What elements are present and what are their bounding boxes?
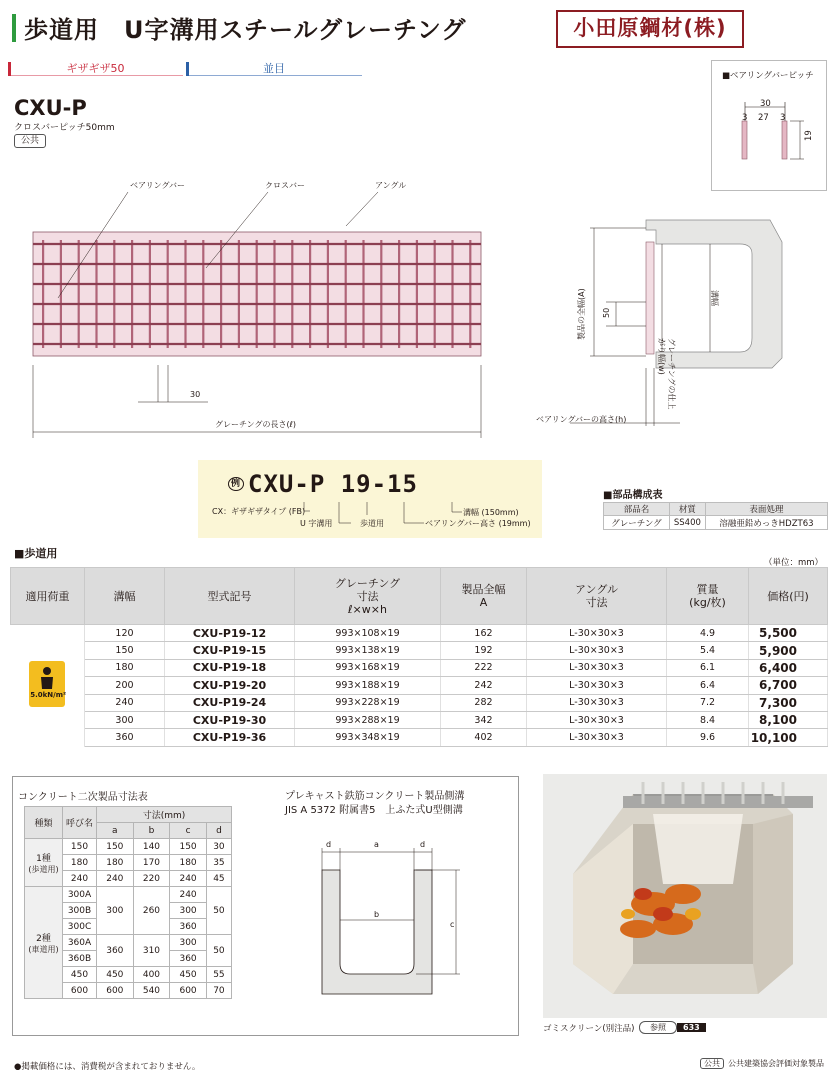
spec-cell: 10,100	[749, 729, 828, 746]
unit-label: （単位：mm）	[764, 558, 824, 568]
spec-row	[11, 625, 828, 642]
con-cell: 300	[170, 935, 207, 951]
spec-header: 適用荷重	[11, 568, 85, 625]
pitch-height: 19	[804, 130, 814, 141]
example-note-u: U 字溝用	[300, 519, 333, 528]
con-cell: 240	[170, 871, 207, 887]
spec-cell: 5,900	[749, 642, 828, 659]
spec-cell: CXU-P19-20	[165, 677, 295, 694]
cross-bar	[202, 240, 204, 348]
con-header-type: 種類	[25, 807, 63, 839]
example-mark: 例	[228, 477, 244, 491]
cross-bar	[309, 240, 311, 348]
spec-cell: 6,400	[749, 659, 828, 676]
spec-cell: 7,300	[749, 694, 828, 711]
public-tag: 公共	[14, 134, 46, 148]
con-cell: 300C	[63, 919, 97, 935]
con-header-dim: 寸法(mm)	[97, 807, 232, 823]
footer-note: ●掲載価格には、消費税が含まれておりません。	[14, 1062, 201, 1072]
spec-cell: 180	[85, 659, 165, 676]
cross-bar	[416, 240, 418, 348]
con-cell: 360	[170, 951, 207, 967]
spec-header: 質量 (kg/枚)	[667, 568, 749, 625]
spec-row	[11, 694, 828, 711]
spec-cell: 993×288×19	[295, 711, 441, 728]
cross-bar	[167, 240, 169, 348]
cross-bar	[362, 240, 364, 348]
parts-cell: SS400	[669, 516, 705, 530]
label-grating-length: グレーチングの長さ(ℓ)	[215, 420, 296, 429]
section-title-sidewalk: ■歩道用	[14, 547, 58, 560]
gomi-screen-illustration	[543, 774, 827, 1018]
spec-cell: 6.1	[667, 659, 749, 676]
label-bearing-bar-height: ベアリングバーの高さ(h)	[536, 415, 627, 424]
spec-cell: CXU-P19-24	[165, 694, 295, 711]
spec-cell: CXU-P19-30	[165, 711, 295, 728]
con-cell: 170	[133, 855, 170, 871]
con-cell: 150	[63, 839, 97, 855]
con-cell: 180	[97, 855, 134, 871]
spec-cell: L-30×30×3	[527, 625, 667, 642]
spec-cell: 402	[441, 729, 527, 746]
con-cell: 150	[97, 839, 134, 855]
label-cross-bar: クロスバー	[265, 181, 305, 190]
label-gutter-width: 溝幅	[710, 290, 719, 306]
con-cell: 50	[206, 887, 231, 935]
con-cell: 600	[170, 983, 207, 999]
pitch-left: 3	[742, 113, 748, 123]
cross-bar	[78, 240, 80, 348]
spec-cell: 4.9	[667, 625, 749, 642]
con-group-1-label: 1種	[36, 853, 51, 864]
con-group-2-sub: (車道用)	[28, 944, 59, 954]
cross-bar	[95, 240, 97, 348]
con-cell: 150	[170, 839, 207, 855]
example-note-height: ベアリングバー高さ (19mm)	[425, 519, 531, 528]
con-cell: 220	[133, 871, 170, 887]
cross-bar	[238, 240, 240, 348]
spec-cell: 222	[441, 659, 527, 676]
grating-plan-drawing	[28, 180, 488, 440]
spec-cell: 360	[85, 729, 165, 746]
footer-public	[700, 1058, 828, 1069]
con-cell: 45	[206, 871, 231, 887]
con-col: b	[133, 823, 170, 839]
pitch-diagram-title: ■ベアリングバーピッチ	[722, 71, 814, 81]
bearing-bar-pitch-diagram	[711, 60, 827, 191]
con-cell: 240	[97, 871, 134, 887]
example-note-cx: CX：ギザギザタイプ (FB)	[212, 507, 306, 516]
spec-header: 製品全幅 A	[441, 568, 527, 625]
parts-header: 材質	[669, 503, 705, 516]
precast-u-drawing	[300, 836, 470, 1016]
spec-cell: 342	[441, 711, 527, 728]
concrete-title: コンクリート二次製品寸法表	[18, 792, 148, 803]
section-drawing	[570, 218, 785, 438]
spec-table	[10, 567, 828, 747]
con-cell: 240	[63, 871, 97, 887]
spec-cell: 242	[441, 677, 527, 694]
product-subtitle: クロスバーピッチ50mm	[14, 123, 115, 133]
cross-bar	[42, 240, 44, 348]
spec-cell: 192	[441, 642, 527, 659]
company-name: 小田原鋼材(株)	[556, 10, 744, 48]
gomi-screen-photo	[543, 774, 827, 1018]
con-cell: 300	[170, 903, 207, 919]
reference-label: 参照	[639, 1021, 677, 1034]
spec-row	[11, 677, 828, 694]
load-value: 5.0kN/m²	[30, 691, 67, 700]
spec-cell: 162	[441, 625, 527, 642]
con-col: d	[206, 823, 231, 839]
con-group-2-label: 2種	[36, 933, 51, 944]
pitch-total: 30	[760, 99, 771, 109]
spec-header: アングル 寸法	[527, 568, 667, 625]
pitch-mid: 27	[758, 113, 769, 123]
cross-bar	[256, 240, 258, 348]
precast-d-left: d	[326, 840, 332, 849]
con-cell: 240	[170, 887, 207, 903]
spec-row	[11, 659, 828, 676]
con-cell: 600	[63, 983, 97, 999]
cross-bar	[345, 240, 347, 348]
precast-d-right: d	[420, 840, 426, 849]
spec-row	[11, 642, 828, 659]
con-cell: 360	[170, 919, 207, 935]
con-cell: 180	[63, 855, 97, 871]
cross-bar	[327, 240, 329, 348]
precast-c: c	[450, 920, 455, 929]
reference-link[interactable]	[639, 1021, 719, 1033]
con-cell: 360	[97, 935, 134, 967]
tab-namime[interactable]: 並目	[186, 62, 362, 76]
cross-bar	[469, 240, 471, 348]
spec-cell: 150	[85, 642, 165, 659]
spec-cell: 993×228×19	[295, 694, 441, 711]
spec-cell: 200	[85, 677, 165, 694]
cross-bar	[220, 240, 222, 348]
spec-cell: CXU-P19-15	[165, 642, 295, 659]
con-cell: 55	[206, 967, 231, 983]
spec-header: 価格(円)	[749, 568, 828, 625]
con-cell: 400	[133, 967, 170, 983]
product-model: CXU-P	[14, 96, 87, 120]
parts-header: 表面処理	[705, 503, 827, 516]
con-cell: 260	[133, 887, 170, 935]
spec-cell: 993×348×19	[295, 729, 441, 746]
spec-cell: L-30×30×3	[527, 677, 667, 694]
pitch-right: 3	[780, 113, 786, 123]
load-cell	[11, 625, 85, 747]
cross-bar	[273, 240, 275, 348]
spec-cell: 240	[85, 694, 165, 711]
con-cell: 310	[133, 935, 170, 967]
spec-cell: 993×108×19	[295, 625, 441, 642]
spec-cell: CXU-P19-12	[165, 625, 295, 642]
con-cell: 360A	[63, 935, 97, 951]
cross-bar	[398, 240, 400, 348]
footer-public-tag: 公共	[700, 1058, 724, 1069]
example-note-width: 溝幅 (150mm)	[463, 508, 519, 517]
title-accent-bar	[12, 14, 16, 42]
label-angle: アングル	[375, 181, 407, 190]
footer-public-text: 公共建築協会評価対象製品	[728, 1059, 824, 1068]
con-cell: 140	[133, 839, 170, 855]
con-cell: 70	[206, 983, 231, 999]
cross-bar	[131, 240, 133, 348]
pedestrian-load-icon	[29, 661, 65, 707]
spec-cell: 5,500	[749, 625, 828, 642]
con-cell: 300	[97, 887, 134, 935]
spec-cell: 7.2	[667, 694, 749, 711]
spec-cell: L-30×30×3	[527, 711, 667, 728]
spec-cell: 6,700	[749, 677, 828, 694]
spec-row	[11, 711, 828, 728]
spec-cell: 5.4	[667, 642, 749, 659]
parts-cell: グレーチング	[604, 516, 670, 530]
con-cell: 50	[206, 935, 231, 967]
page-title: 歩道用 U字溝用スチールグレーチング	[24, 16, 467, 44]
spec-cell: 9.6	[667, 729, 749, 746]
parts-cell: 溶融亜鉛めっきHDZT63	[705, 516, 827, 530]
cross-bar	[291, 240, 293, 348]
spec-header: 型式記号	[165, 568, 295, 625]
parts-header: 部品名	[604, 503, 670, 516]
precast-a: a	[374, 840, 379, 849]
spec-cell: 300	[85, 711, 165, 728]
cross-bar	[434, 240, 436, 348]
pitch-drawing	[712, 61, 828, 192]
spec-cell: 120	[85, 625, 165, 642]
photo-caption: ゴミスクリーン(別注品)	[543, 1024, 635, 1034]
con-cell: 450	[170, 967, 207, 983]
con-group-1-sub: (歩道用)	[28, 864, 59, 874]
spec-cell: 8.4	[667, 711, 749, 728]
cross-bar	[113, 240, 115, 348]
con-cell: 30	[206, 839, 231, 855]
con-cell: 450	[97, 967, 134, 983]
con-cell: 600	[97, 983, 134, 999]
label-grating-width: グレーチングの仕上がり幅(w)	[657, 338, 676, 410]
spec-cell: L-30×30×3	[527, 729, 667, 746]
con-cell: 450	[63, 967, 97, 983]
label-pitch-30: 30	[190, 390, 201, 399]
con-cell: 35	[206, 855, 231, 871]
spec-cell: CXU-P19-18	[165, 659, 295, 676]
spec-header: 溝幅	[85, 568, 165, 625]
reference-page: 633	[677, 1023, 706, 1032]
con-group-2	[25, 887, 63, 999]
spec-cell: L-30×30×3	[527, 642, 667, 659]
cross-bar	[149, 240, 151, 348]
spec-cell: 993×188×19	[295, 677, 441, 694]
example-model-code: CXU-P 19-15	[248, 470, 418, 498]
precast-title: プレキャスト鉄筋コンクリート製品側溝 JIS A 5372 附属書5 上ふた式U型側溝	[285, 791, 465, 816]
con-col: c	[170, 823, 207, 839]
example-note-sidewalk: 歩道用	[360, 519, 384, 528]
spec-row	[11, 729, 828, 746]
con-col: a	[97, 823, 134, 839]
spec-cell: L-30×30×3	[527, 659, 667, 676]
spec-cell: 993×168×19	[295, 659, 441, 676]
con-header-name: 呼び名	[63, 807, 97, 839]
cross-bar	[451, 240, 453, 348]
parts-table	[603, 502, 828, 530]
spec-cell: 8,100	[749, 711, 828, 728]
spec-cell: 282	[441, 694, 527, 711]
label-pitch-50: 50	[602, 307, 611, 318]
spec-cell: CXU-P19-36	[165, 729, 295, 746]
tab-gizagiza50[interactable]: ギザギザ50	[8, 62, 183, 76]
con-cell: 540	[133, 983, 170, 999]
model-code-example	[198, 460, 542, 538]
con-cell: 300A	[63, 887, 97, 903]
spec-cell: 6.4	[667, 677, 749, 694]
concrete-table	[24, 806, 232, 999]
con-cell: 300B	[63, 903, 97, 919]
label-bearing-bar: ベアリングバー	[130, 181, 186, 190]
spec-header: グレーチング 寸法 ℓ×w×h	[295, 568, 441, 625]
parts-title: ■部品構成表	[603, 490, 663, 501]
spec-cell: L-30×30×3	[527, 694, 667, 711]
cross-bar	[184, 240, 186, 348]
con-group-1	[25, 839, 63, 887]
con-cell: 360B	[63, 951, 97, 967]
precast-b: b	[374, 910, 380, 919]
spec-cell: 993×138×19	[295, 642, 441, 659]
con-cell: 180	[170, 855, 207, 871]
cross-bar	[380, 240, 382, 348]
label-total-width: 製品の全幅(A)	[577, 288, 586, 340]
